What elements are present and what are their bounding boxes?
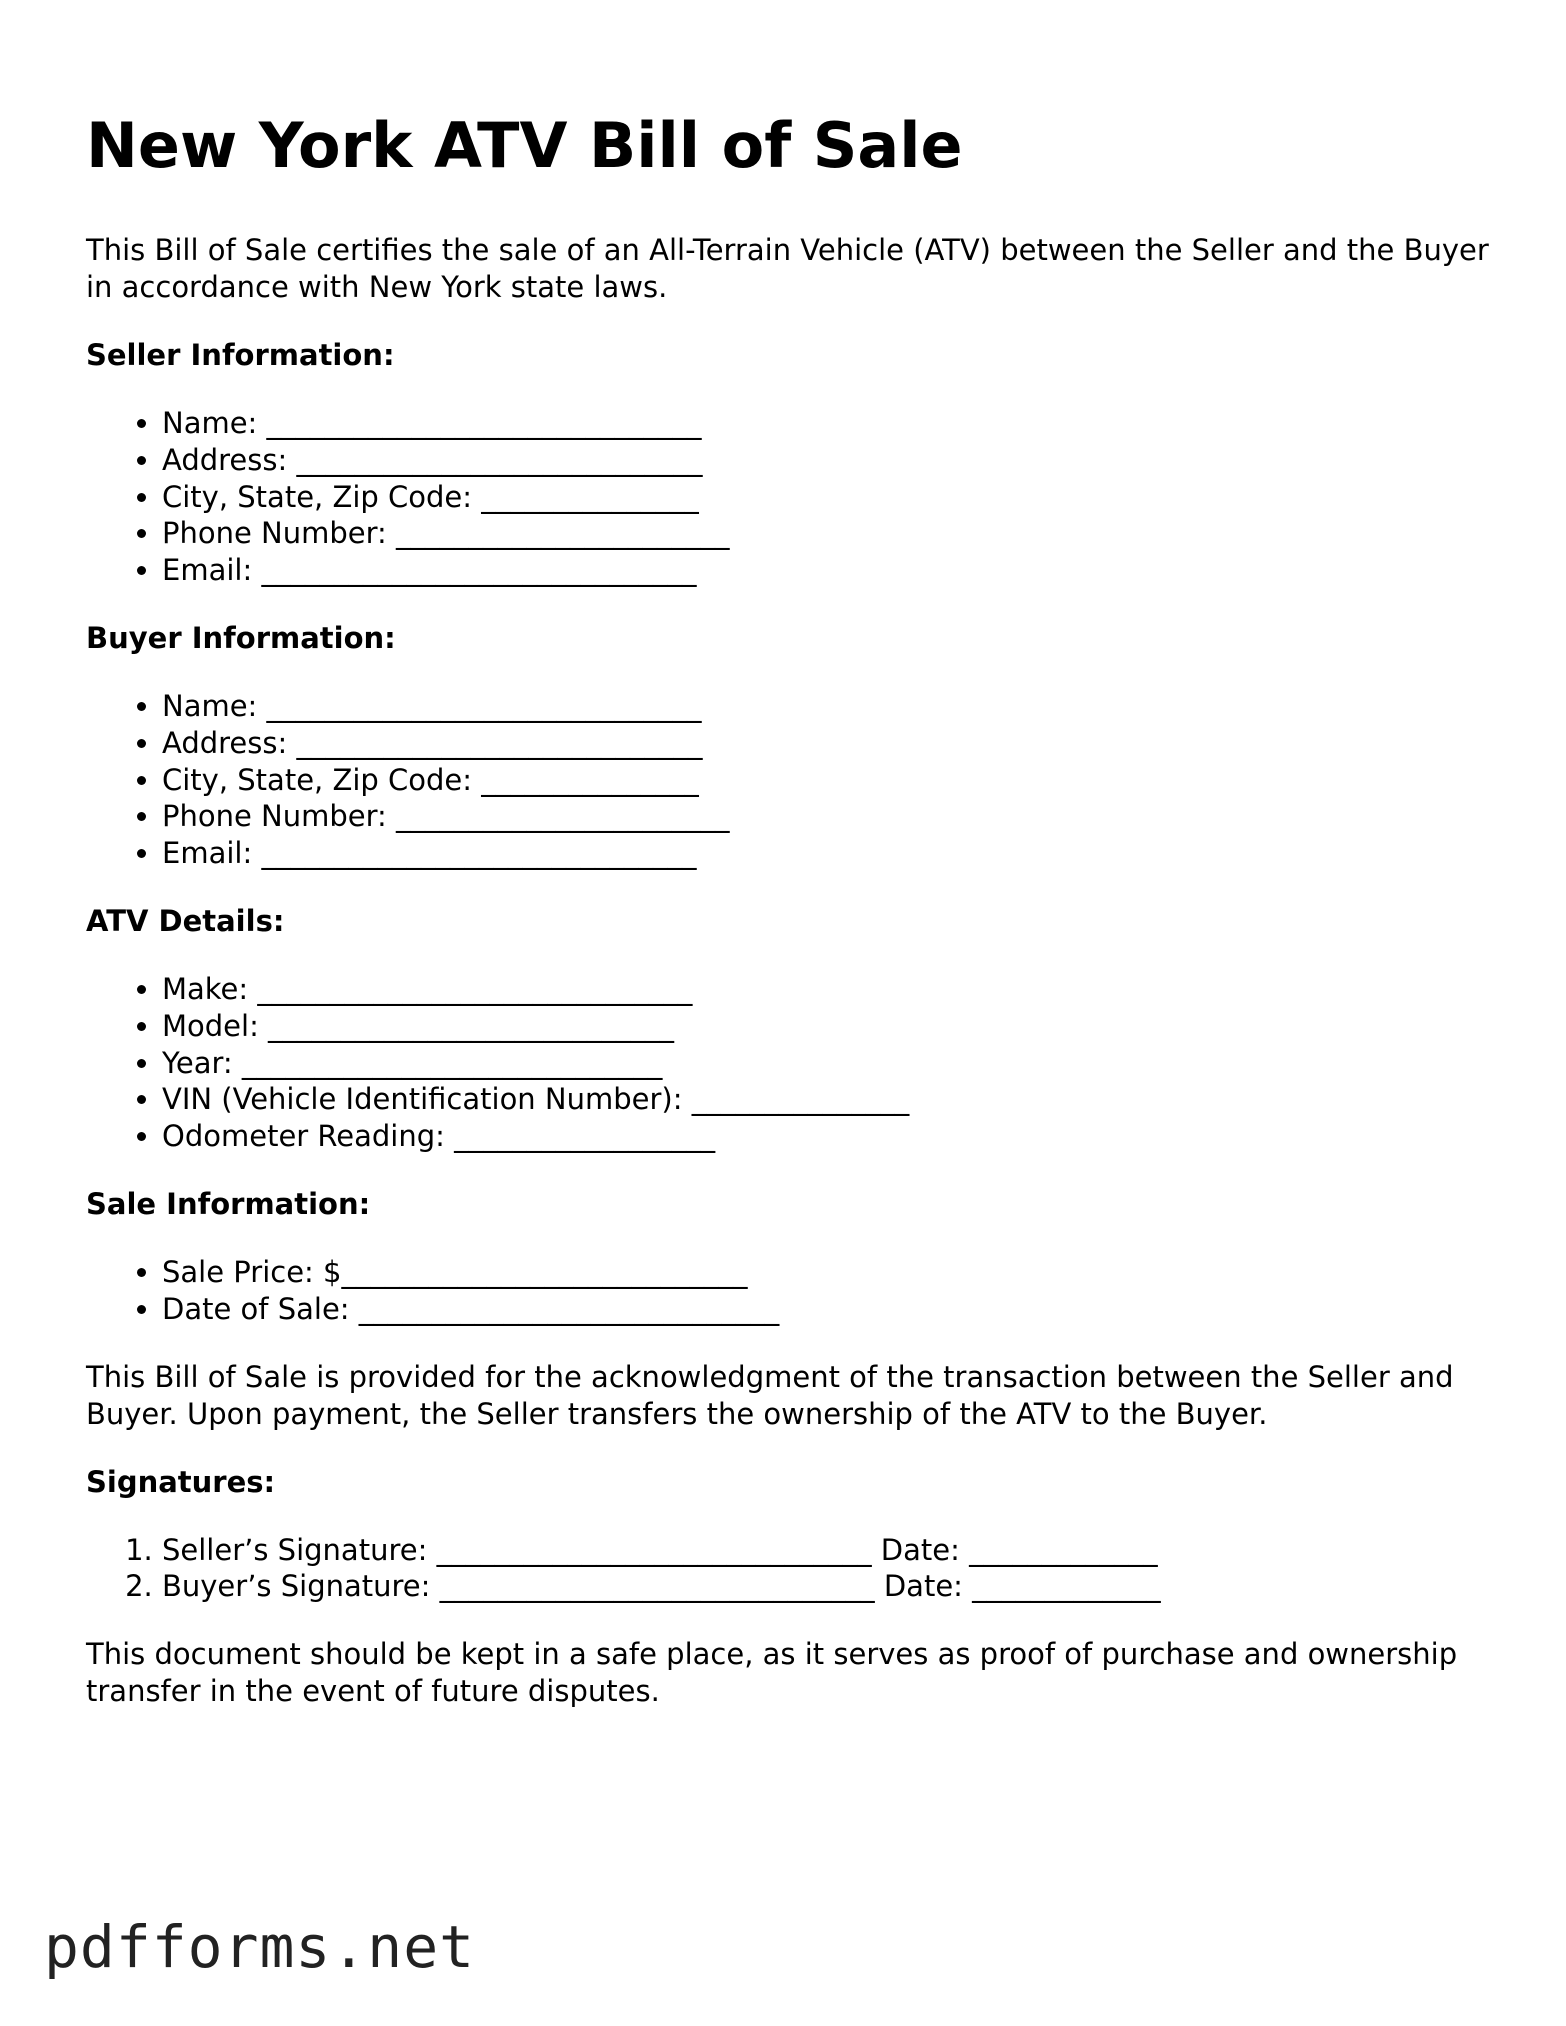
- atv-details-heading: ATV Details:: [86, 903, 285, 938]
- seller-address-field: • Address: ____________________________: [162, 442, 1506, 479]
- sale-info-heading: Sale Information:: [86, 1186, 371, 1221]
- atv-model-field: • Model: ____________________________: [162, 1008, 1506, 1045]
- buyer-signature-line: 2. Buyer’s Signature: ______________________________ Date: _____________: [162, 1568, 1506, 1605]
- watermark-logo: pdfforms.net: [44, 1913, 476, 1981]
- acknowledgment-paragraph: This Bill of Sale is provided for the acknowledgment of the transaction between the Seller and Buyer. Upon payment, the Seller transfers the ownership of the ATV to the Buyer.: [86, 1359, 1454, 1431]
- buyer-city-state-zip-field: • City, State, Zip Code: _______________: [162, 762, 1506, 799]
- atv-year-field: • Year: _____________________________: [162, 1045, 1506, 1082]
- atv-make-field: • Make: ______________________________: [162, 971, 1506, 1008]
- seller-phone-field: • Phone Number: _______________________: [162, 515, 1506, 552]
- sale-fields-list: [86, 1254, 1506, 1328]
- sale-price-field: • Sale Price: $____________________________: [162, 1254, 1506, 1291]
- atv-odometer-field: • Odometer Reading: __________________: [162, 1118, 1506, 1155]
- seller-email-field: • Email: ______________________________: [162, 552, 1506, 589]
- buyer-email-field: • Email: ______________________________: [162, 835, 1506, 872]
- document-title: New York ATV Bill of Sale: [86, 109, 963, 182]
- buyer-phone-field: • Phone Number: _______________________: [162, 798, 1506, 835]
- signatures-list: [86, 1532, 1506, 1606]
- atv-vin-field: • VIN (Vehicle Identification Number): _______________: [162, 1081, 1506, 1118]
- sale-date-field: • Date of Sale: _____________________________: [162, 1291, 1506, 1328]
- seller-city-state-zip-field: • City, State, Zip Code: _______________: [162, 479, 1506, 516]
- seller-heading: Seller Information:: [86, 338, 395, 372]
- intro-paragraph: This Bill of Sale certifies the sale of an All-Terrain Vehicle (ATV) between the Seller and the Buyer in accordance with New York state laws.: [86, 233, 1489, 304]
- closing-paragraph: This document should be kept in a safe place, as it serves as proof of purchase and ownership transfer in the event of future disputes.: [86, 1637, 1458, 1709]
- buyer-fields-list: [86, 688, 1506, 872]
- document-page: [86, 104, 1506, 1741]
- signatures-heading: Signatures:: [86, 1464, 276, 1499]
- buyer-address-field: • Address: ____________________________: [162, 725, 1506, 762]
- buyer-name-field: • Name: ______________________________: [162, 688, 1506, 725]
- seller-fields-list: [86, 405, 1506, 589]
- seller-name-field: • Name: ______________________________: [162, 405, 1506, 442]
- buyer-heading: Buyer Information:: [86, 620, 396, 655]
- atv-fields-list: [86, 971, 1506, 1155]
- seller-signature-line: 1. Seller’s Signature: ______________________________ Date: _____________: [162, 1532, 1506, 1569]
